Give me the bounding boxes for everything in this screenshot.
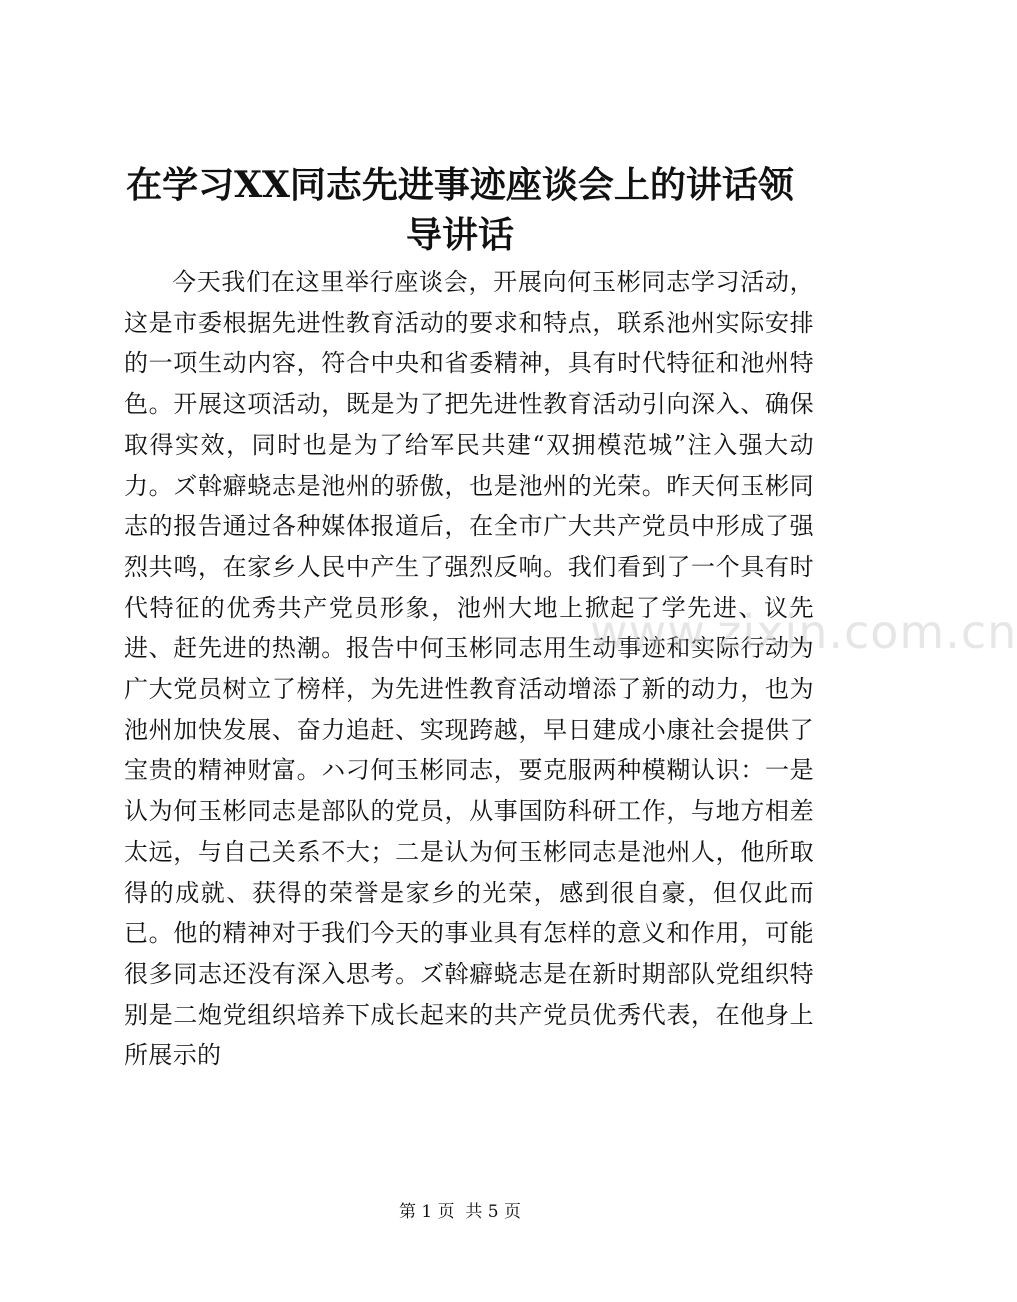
page-number: 第 1 页 [398, 1202, 455, 1222]
page-footer [0, 1200, 920, 1224]
document-title: 在学习XX同志先进事迹座谈会上的讲话领导讲话 [126, 164, 794, 256]
page-total: 共 5 页 [465, 1202, 522, 1222]
body-paragraph: 今天我们在这里举行座谈会，开展向何玉彬同志学习活动，这是市委根据先进性教育活动的要求和特点，联系池州实际安排的一项生动内容，符合中央和省委精神，具有时代特征和池州特色。开展这项活动，既是为了把先进性教育活动引向深入、确保取得实效，同时也是为了给军民共建“双拥模范城”注入强大动力。ズ斡癖蛲志是池州的骄傲，也是池州的光荣。昨天何玉彬同志的报告通过各种媒体报道后，在全市广大共产党员中形成了强烈共鸣，在家乡人民中产生了强烈反响。我们看到了一个具有时代特征的优秀共产党员形象，池州大地上掀起了学先进、议先进、赶先进的热潮。报告中何玉彬同志用生动事迹和实际行动为广大党员树立了榜样，为先进性教育活动增添了新的动力，也为池州加快发展、奋力追赶、实现跨越，早日建成小康社会提供了宝贵的精神财富。ハ刁何玉彬同志，要克服两种模糊认识：一是认为何玉彬同志是部队的党员，从事国防科研工作，与地方相差太远，与自己关系不大；二是认为何玉彬同志是池州人，他所取得的成就、获得的荣誉是家乡的光荣，感到很自豪，但仅此而已。他的精神对于我们今天的事业具有怎样的意义和作用，可能很多同志还没有深入思考。ズ斡癖蛲志是在新时期部队党组织特别是二炮党组织培养下成长起来的共产党员优秀代表，在他身上所展示的 [124, 268, 814, 1070]
watermark: www.zixin.com.cn [590, 605, 1017, 659]
